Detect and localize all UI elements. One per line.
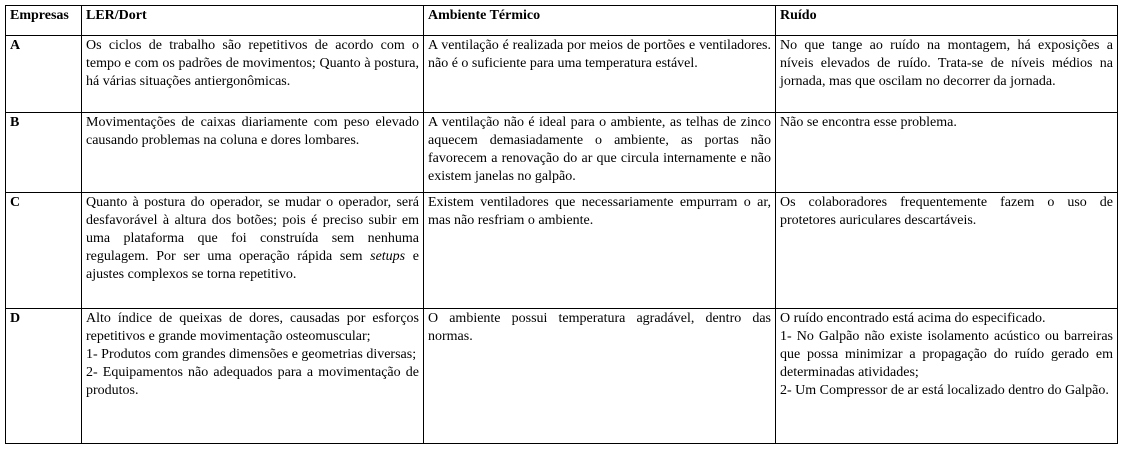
cell-text: 1- Produtos com grandes dimensões e geometrias diversas; [86, 347, 417, 362]
header-ler-dort: LER/Dort [82, 6, 424, 36]
cell-text: Os colaboradores frequentemente fazem o uso de protetores auriculares descartáveis. [780, 195, 1113, 228]
cell-text: Alto índice de queixas de dores, causadas por esforços repetitivos e grande movimentação osteomuscular; [86, 311, 419, 344]
cell-text: O ruído encontrado está acima do especificado. [780, 311, 1046, 326]
italic-term: setups [370, 249, 406, 264]
cell-text: Não se encontra esse problema. [780, 115, 957, 130]
header-ambiente-termico: Ambiente Térmico [424, 6, 776, 36]
ruido-cell [776, 309, 1118, 444]
header-ruido: Ruído [776, 6, 1118, 36]
ambiente-termico-cell [424, 193, 776, 309]
cell-text: No que tange ao ruído na montagem, há exposições a níveis elevados de ruído. Trata-se de níveis médios na jornada, mas que oscilam no decorrer da jornada. [780, 38, 1113, 89]
header-empresas: Empresas [6, 6, 82, 36]
cell-text: e ajustes complexos se torna repetitivo. [86, 249, 419, 282]
cell-text: 2- Equipamentos não adequados para a movimentação de produtos. [86, 365, 419, 398]
ler-dort-cell [82, 36, 424, 113]
ruido-cell [776, 193, 1118, 309]
cell-text: A ventilação é realizada por meios de portões e ventiladores. não é o suficiente para uma temperatura estável. [428, 38, 771, 71]
table-header-row [6, 6, 1118, 36]
cell-text: 2- Um Compressor de ar está localizado dentro do Galpão. [780, 383, 1109, 398]
ler-dort-cell [82, 113, 424, 193]
ruido-cell [776, 113, 1118, 193]
cell-text: A ventilação não é ideal para o ambiente, as telhas de zinco aquecem demasiadamente o ambiente, as portas não favorecem a renovação do ar que circula internamente e não existem janelas no galpão. [428, 115, 771, 184]
table-row [6, 113, 1118, 193]
table-row [6, 36, 1118, 113]
cell-text: Movimentações de caixas diariamente com peso elevado causando problemas na coluna e dores lombares. [86, 115, 419, 148]
empresa-cell: D [6, 309, 82, 444]
ambiente-termico-cell [424, 309, 776, 444]
empresa-cell: B [6, 113, 82, 193]
table-row [6, 193, 1118, 309]
ler-dort-cell [82, 309, 424, 444]
ruido-cell [776, 36, 1118, 113]
ergonomics-comparison-table [5, 5, 1118, 444]
empresa-cell: C [6, 193, 82, 309]
empresa-cell: A [6, 36, 82, 113]
ambiente-termico-cell [424, 113, 776, 193]
cell-text: Os ciclos de trabalho são repetitivos de acordo com o tempo e com os padrões de movimentos; Quanto à postura, há várias situações antiergonômicas. [86, 38, 419, 89]
cell-text: 1- No Galpão não existe isolamento acústico ou barreiras que possa minimizar a propagação do ruído gerado em determinadas atividades; [780, 329, 1113, 380]
cell-text: Existem ventiladores que necessariamente empurram o ar, mas não resfriam o ambiente. [428, 195, 771, 228]
table-row [6, 309, 1118, 444]
cell-text: O ambiente possui temperatura agradável, dentro das normas. [428, 311, 771, 344]
ler-dort-cell [82, 193, 424, 309]
cell-text: Quanto à postura do operador, se mudar o operador, será desfavorável à altura dos botões; pois é preciso subir em uma plataforma que foi construída sem nenhuma regulagem. Por ser uma operação rápida sem [86, 195, 419, 264]
ambiente-termico-cell [424, 36, 776, 113]
